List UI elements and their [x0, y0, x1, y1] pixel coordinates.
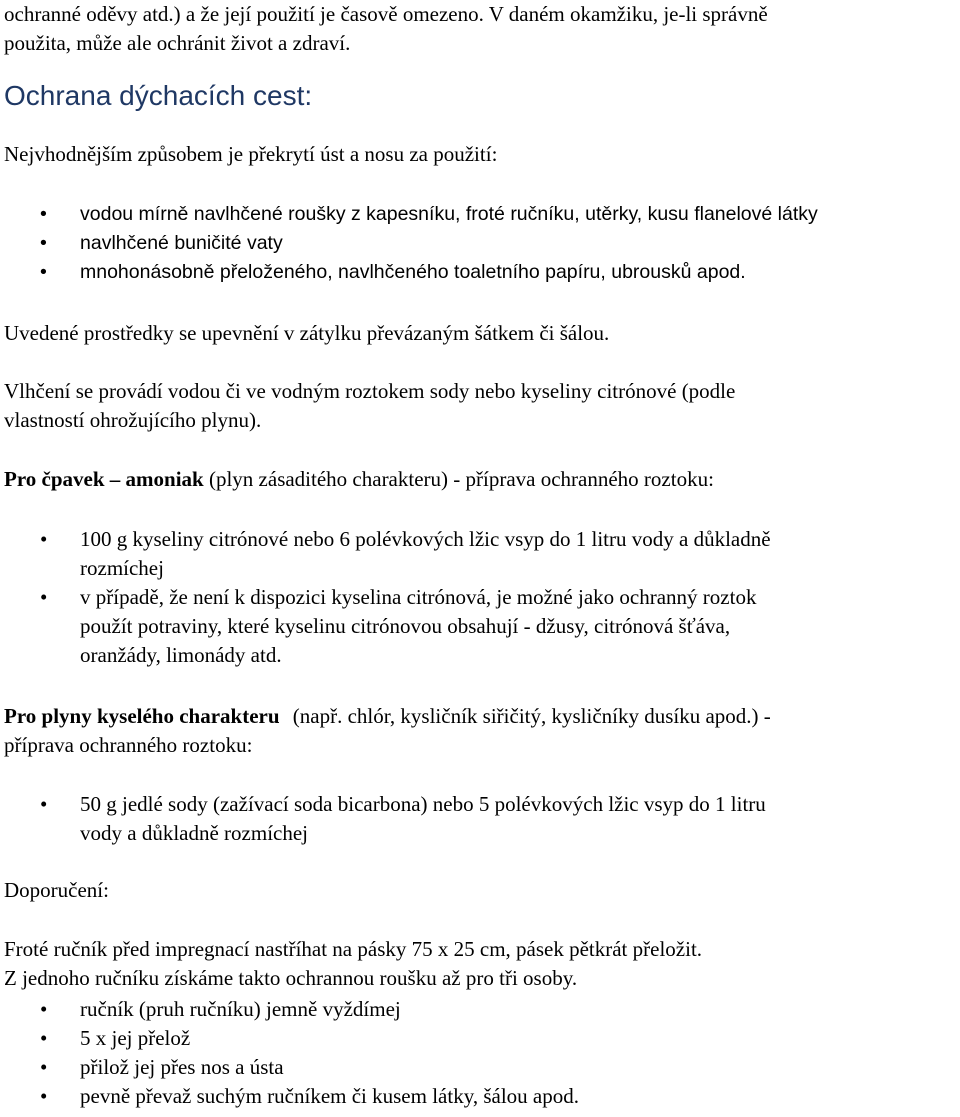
list-item: • mnohonásobně přeloženého, navlhčeného toaletního papíru, ubrousků apod.: [0, 258, 960, 287]
ammonia-item-2-line-1: • v případě, že není k dispozici kyselina citrónová, je možné jako ochranný roztok: [80, 585, 757, 609]
acid-heading: [4, 702, 956, 760]
ammonia-bold-2: amoniak: [125, 467, 204, 491]
section-heading: Ochrana dýchacích cest:: [4, 80, 313, 111]
intro-line-1: ochranné oděvy atd.) a že její použití je časově omezeno. V daném okamžiku, je-li správně: [4, 2, 768, 26]
recommend-line-2: Z jednoho ručníku získáme takto ochrannou roušku až pro tři osoby.: [4, 966, 578, 990]
ammonia-list: [0, 525, 960, 670]
recommend-list: [0, 995, 960, 1111]
ammonia-item-1-line-1: • 100 g kyseliny citrónové nebo 6 polévkových lžic vsyp do 1 litru vody a důkladně: [80, 527, 771, 551]
acid-bold: Pro plyny kyselého charakteru: [4, 704, 280, 728]
acid-item-line-2: vody a důkladně rozmíchej: [80, 821, 309, 845]
acid-rest-1: (např. chlór, kysličník siřičitý, kysličníky dusíku apod.) -: [292, 704, 771, 728]
wet-line-2: vlastností ohrožujícího plynu).: [4, 408, 262, 432]
list-item: [0, 525, 960, 583]
acid-list: [0, 790, 960, 848]
recommend-paragraph: [4, 935, 956, 993]
ammonia-item-1-line-2: rozmíchej: [80, 556, 164, 580]
ammonia-heading: [4, 465, 956, 494]
ammonia-rest: (plyn zásaditého charakteru) - příprava ochranného roztoku:: [208, 467, 714, 491]
ammonia-bold-1: Pro čpavek: [4, 467, 105, 491]
intro-paragraph: [4, 0, 956, 58]
method-paragraph: Nejvhodnějším způsobem je překrytí úst a nosu za použití:: [4, 142, 498, 166]
list-item: • navlhčené buničité vaty: [0, 229, 960, 258]
recommend-line-1: Froté ručník před impregnací nastříhat na pásky 75 x 25 cm, pásek pětkrát přeložit.: [4, 937, 703, 961]
list-item: • vodou mírně navlhčené roušky z kapesníku, froté ručníku, utěrky, kusu flanelové látky: [0, 200, 960, 229]
wet-paragraph: [4, 377, 956, 435]
recommend-title: Doporučení:: [4, 878, 109, 902]
fix-paragraph: Uvedené prostředky se upevnění v zátylku převázaným šátkem či šálou.: [4, 321, 610, 345]
ammonia-item-2-line-3: oranžády, limonády atd.: [80, 643, 282, 667]
list-item: • ručník (pruh ručníku) jemně vyždímej: [0, 995, 960, 1024]
ammonia-item-2-line-2: použít potraviny, které kyselinu citrónovou obsahují - džusy, citrónová šťáva,: [80, 614, 731, 638]
list-item: • 5 x jej přelož: [0, 1024, 960, 1053]
acid-rest-2: příprava ochranného roztoku:: [4, 733, 253, 757]
list-item: • pevně převaž suchým ručníkem či kusem látky, šálou apod.: [0, 1082, 960, 1111]
acid-item-line-1: • 50 g jedlé sody (zažívací soda bicarbona) nebo 5 polévkových lžic vsyp do 1 litru: [80, 792, 766, 816]
list-item: • přilož jej přes nos a ústa: [0, 1053, 960, 1082]
wet-line-1: Vlhčení se provádí vodou či ve vodným roztokem sody nebo kyseliny citrónové (podle: [4, 379, 736, 403]
list-item: [0, 583, 960, 670]
materials-list: [0, 200, 960, 287]
list-item: [0, 790, 960, 848]
intro-line-2: použita, může ale ochránit život a zdraví.: [4, 31, 351, 55]
ammonia-dash: –: [109, 467, 121, 491]
